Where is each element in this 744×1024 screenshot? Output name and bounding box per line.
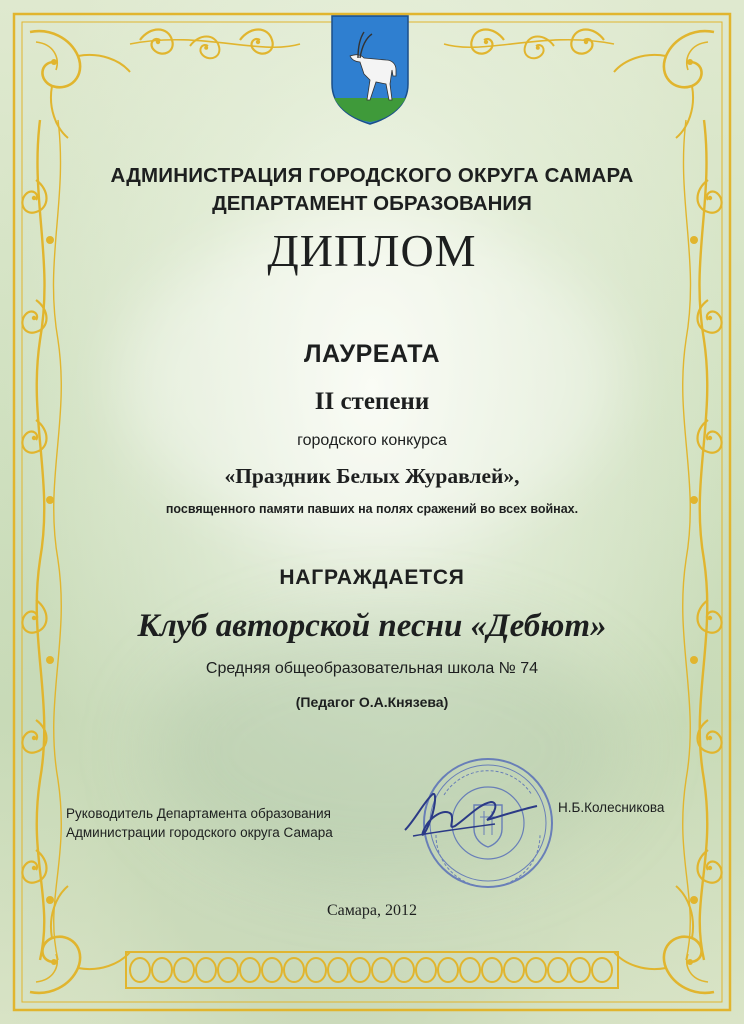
contest-label: городского конкурса bbox=[297, 432, 447, 449]
teacher-name: (Педагог О.А.Князева) bbox=[295, 694, 449, 710]
handwritten-signature bbox=[395, 780, 545, 850]
administration-heading: АДМИНИСТРАЦИЯ ГОРОДСКОГО ОКРУГА САМАРА bbox=[110, 164, 634, 187]
samara-coat-of-arms-icon bbox=[330, 14, 410, 126]
place-and-date: Самара, 2012 bbox=[327, 902, 417, 919]
signatory-position-line-2: Администрации городского округа Самара bbox=[66, 825, 333, 840]
laureate-label: ЛАУРЕАТА bbox=[303, 340, 441, 368]
recipient-name: Клуб авторской песни «Дебют» bbox=[137, 608, 607, 644]
contest-dedication: посвященного памяти павших на полях сражений во всех войнах. bbox=[165, 502, 579, 516]
page-title: ДИПЛОМ bbox=[267, 225, 477, 276]
awarded-label: НАГРАЖДАЕТСЯ bbox=[279, 566, 465, 589]
school-name: Средняя общеобразовательная школа № 74 bbox=[205, 660, 539, 677]
degree-label: II степени bbox=[314, 388, 430, 415]
department-heading: ДЕПАРТАМЕНТ ОБРАЗОВАНИЯ bbox=[212, 192, 532, 215]
signatory-name: Н.Б.Колесникова bbox=[558, 800, 665, 815]
contest-name: «Праздник Белых Журавлей», bbox=[224, 464, 520, 488]
signatory-position bbox=[66, 804, 396, 842]
signatory-position-line-1: Руководитель Департамента образования bbox=[66, 806, 331, 821]
